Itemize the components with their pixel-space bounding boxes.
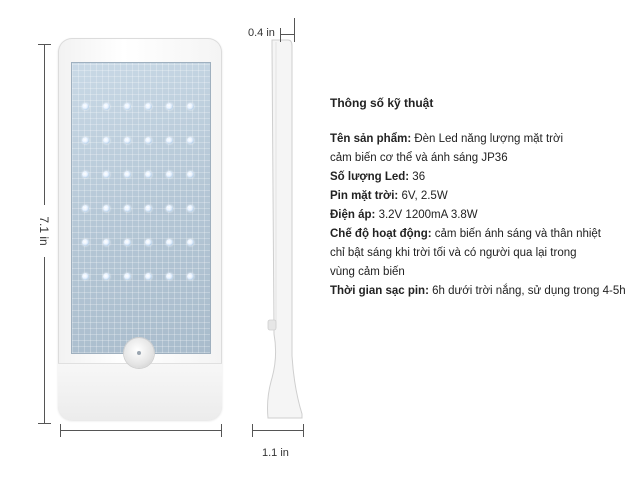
- spec-operating-mode-cont-1: chỉ bật sáng khi trời tối và có người qua lại trong: [330, 247, 577, 259]
- depth-dimension-line: [252, 430, 304, 431]
- spec-product-name-cont: cảm biến cơ thể và ánh sáng JP36: [330, 152, 508, 164]
- spec-solar-panel: [330, 187, 592, 206]
- motion-sensor: [124, 338, 154, 368]
- thickness-dimension-line: [280, 34, 294, 35]
- spec-voltage-label: Điện áp:: [330, 209, 376, 221]
- led-30: [187, 239, 194, 246]
- led-35: [166, 273, 173, 280]
- led-3: [124, 103, 131, 110]
- led-7: [82, 137, 89, 144]
- width-dimension-tick-right: [221, 424, 222, 437]
- led-32: [103, 273, 110, 280]
- led-31: [82, 273, 89, 280]
- spec-operating-mode: [330, 225, 602, 244]
- specs-title: Thông số kỹ thuật: [330, 96, 434, 110]
- led-29: [166, 239, 173, 246]
- side-profile-drawing: [262, 38, 304, 420]
- spec-operating-mode-cont-2: vùng cảm biến: [330, 266, 405, 278]
- led-20: [103, 205, 110, 212]
- spec-charge-time: [330, 282, 626, 301]
- thickness-dimension-tick-left: [280, 28, 281, 42]
- led-9: [124, 137, 131, 144]
- spec-led-count: [330, 168, 592, 187]
- led-6: [187, 103, 194, 110]
- led-24: [187, 205, 194, 212]
- solar-light-side-view: [262, 38, 304, 420]
- thickness-dimension-label: 0.4 in: [248, 27, 275, 39]
- solar-led-panel: [71, 62, 211, 354]
- spec-charge-value: 6h dưới trời nắng, sử dụng trong 4-5h: [428, 285, 626, 297]
- depth-dimension-tick-left: [252, 424, 253, 437]
- led-18: [187, 171, 194, 178]
- led-17: [166, 171, 173, 178]
- width-dimension-line: [60, 430, 222, 431]
- led-14: [103, 171, 110, 178]
- led-8: [103, 137, 110, 144]
- height-dimension-tick-top: [38, 44, 51, 45]
- led-1: [82, 103, 89, 110]
- led-28: [145, 239, 152, 246]
- specifications-block: [330, 94, 626, 301]
- led-2: [103, 103, 110, 110]
- spec-panel-label: Pin mặt trời:: [330, 190, 399, 202]
- led-33: [124, 273, 131, 280]
- led-22: [145, 205, 152, 212]
- spec-product-value-1: Đèn Led năng lượng mặt trời: [411, 133, 564, 145]
- spec-product-label: Tên sản phẩm:: [330, 133, 412, 145]
- led-36: [187, 273, 194, 280]
- solar-light-front-view: [58, 38, 222, 420]
- spec-mode-label: Chế độ hoạt động:: [330, 228, 432, 240]
- width-dimension-tick-left: [60, 424, 61, 437]
- led-13: [82, 171, 89, 178]
- thickness-dimension-tick-right: [294, 18, 295, 42]
- led-15: [124, 171, 131, 178]
- led-16: [145, 171, 152, 178]
- spec-voltage: [330, 206, 592, 225]
- led-12: [187, 137, 194, 144]
- spec-voltage-value: 3.2V 1200mA 3.8W: [375, 209, 478, 221]
- led-27: [124, 239, 131, 246]
- led-11: [166, 137, 173, 144]
- led-21: [124, 205, 131, 212]
- depth-dimension-tick-right: [303, 424, 304, 437]
- led-34: [145, 273, 152, 280]
- sensor-lens-dot: [137, 351, 141, 355]
- height-dimension-tick-bottom: [38, 423, 51, 424]
- led-5: [166, 103, 173, 110]
- spec-panel-value: 6V, 2.5W: [398, 190, 448, 202]
- led-23: [166, 205, 173, 212]
- height-dimension-label: 7.1 in: [37, 205, 51, 257]
- spec-product-name: [330, 130, 592, 149]
- spec-led-label: Số lượng Led:: [330, 171, 410, 183]
- depth-dimension-label: 1.1 in: [262, 447, 289, 459]
- spec-led-value: 36: [409, 171, 426, 183]
- led-26: [103, 239, 110, 246]
- front-base: [58, 363, 222, 420]
- led-25: [82, 239, 89, 246]
- led-19: [82, 205, 89, 212]
- led-4: [145, 103, 152, 110]
- led-10: [145, 137, 152, 144]
- spec-mode-value-1: cảm biến ánh sáng và thân nhiệt: [431, 228, 602, 240]
- spec-charge-label: Thời gian sạc pin:: [330, 285, 429, 297]
